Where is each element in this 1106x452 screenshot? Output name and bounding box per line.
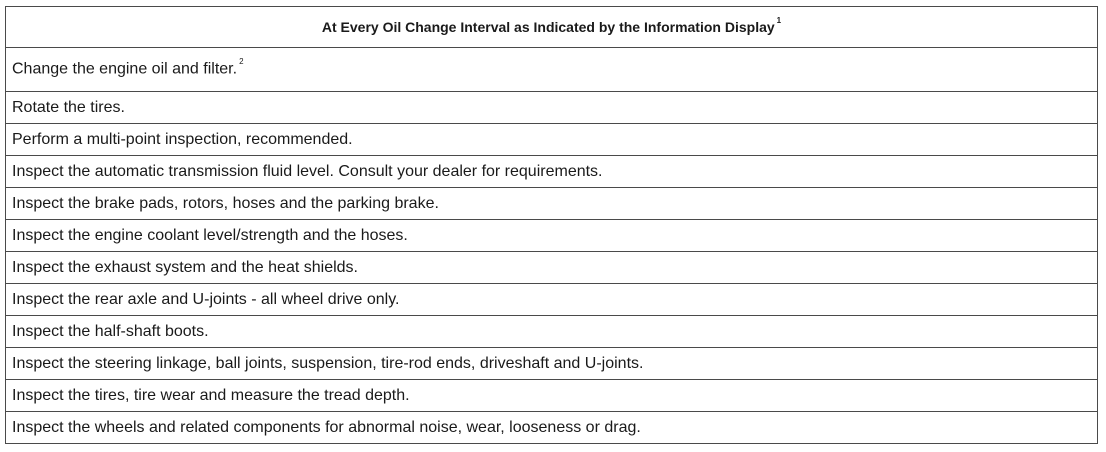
table-row xyxy=(6,220,1098,252)
maintenance-table xyxy=(5,6,1098,444)
table-cell xyxy=(6,48,1098,92)
table-cell: Inspect the tires, tire wear and measure the tread depth. xyxy=(6,380,1098,412)
table-cell: Rotate the tires. xyxy=(6,92,1098,124)
table-header-row xyxy=(6,7,1098,48)
table-cell: Inspect the engine coolant level/strength and the hoses. xyxy=(6,220,1098,252)
table-header-text: At Every Oil Change Interval as Indicated by the Information Display xyxy=(321,19,775,35)
table-row xyxy=(6,188,1098,220)
table-row xyxy=(6,284,1098,316)
table-row xyxy=(6,348,1098,380)
table-row xyxy=(6,156,1098,188)
table-row xyxy=(6,316,1098,348)
table-row xyxy=(6,380,1098,412)
table-cell: Inspect the steering linkage, ball joints, suspension, tire-rod ends, driveshaft and U-joints. xyxy=(6,348,1098,380)
table-cell: Inspect the automatic transmission fluid level. Consult your dealer for requirements. xyxy=(6,156,1098,188)
table-cell: Inspect the brake pads, rotors, hoses and the parking brake. xyxy=(6,188,1098,220)
table-cell: Perform a multi-point inspection, recommended. xyxy=(6,124,1098,156)
table-row xyxy=(6,48,1098,92)
table-row xyxy=(6,92,1098,124)
table-cell: Inspect the wheels and related components for abnormal noise, wear, looseness or drag. xyxy=(6,412,1098,444)
table-cell: Inspect the rear axle and U-joints - all wheel drive only. xyxy=(6,284,1098,316)
footnote-marker: 1 xyxy=(776,16,782,26)
table-row xyxy=(6,252,1098,284)
table-cell: Inspect the half-shaft boots. xyxy=(6,316,1098,348)
table-header-cell xyxy=(6,7,1098,48)
table-cell: Inspect the exhaust system and the heat shields. xyxy=(6,252,1098,284)
table-row xyxy=(6,412,1098,444)
table-row xyxy=(6,124,1098,156)
footnote-marker: 2 xyxy=(239,57,244,67)
row-text: Change the engine oil and filter. xyxy=(12,60,238,78)
